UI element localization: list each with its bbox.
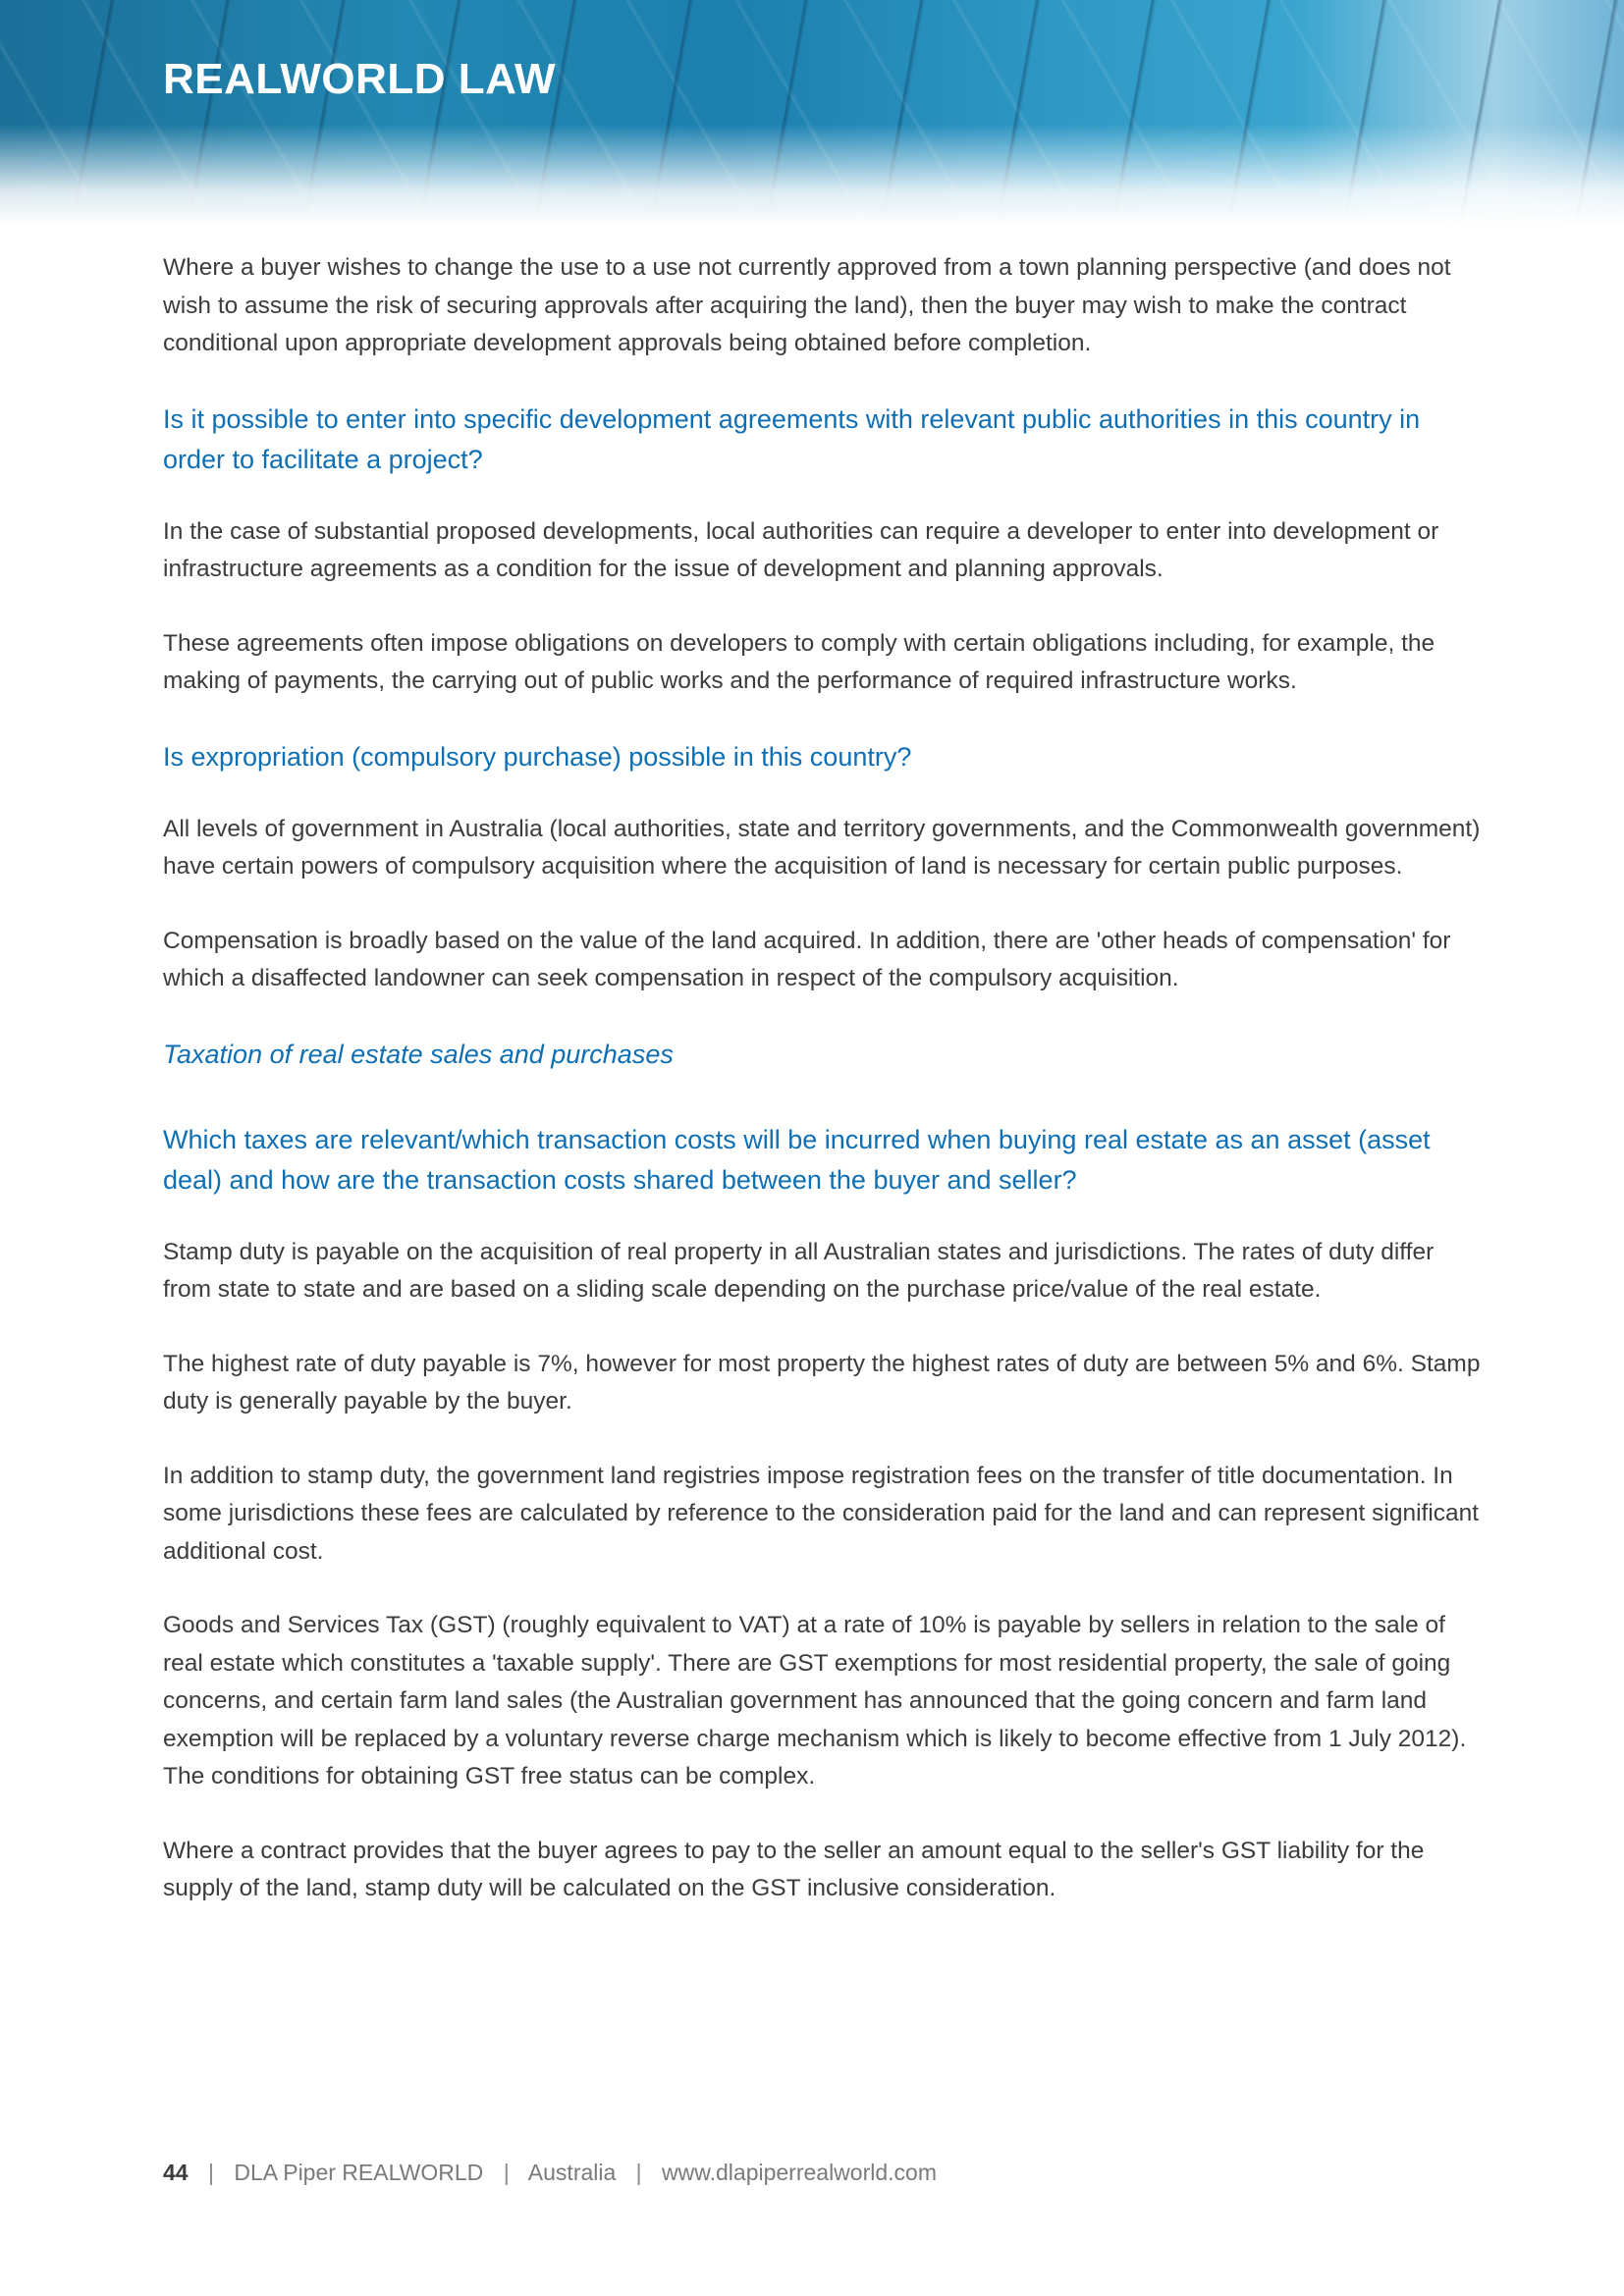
paragraph: The highest rate of duty payable is 7%, however for most property the highest rates of duty are between 5% and 6%. Stamp duty is generally payable by the buyer. (163, 1350, 1481, 1415)
paragraph: Compensation is broadly based on the value of the land acquired. In addition, there are 'other heads of compensation' for which a disaffected landowner can seek compensation in respect of the compulsory acquisition. (163, 927, 1451, 991)
paragraph: In the case of substantial proposed developments, local authorities can require a developer to enter into development or infrastructure agreements as a condition for the issue of development and planning approvals. (163, 517, 1439, 582)
page-content (163, 249, 1484, 1945)
footer-website-link[interactable]: www.dlapiperrealworld.com (662, 2160, 937, 2185)
question-heading: Is it possible to enter into specific development agreements with relevant public authorities in this country in order to facilitate a project? (163, 403, 1421, 474)
footer-country: Australia (527, 2160, 617, 2185)
header-banner (0, 0, 1624, 226)
page-number: 44 (163, 2160, 189, 2185)
footer-separator: | (503, 2160, 510, 2185)
footer-publication: DLA Piper REALWORLD (234, 2160, 484, 2185)
banner-title: REALWORLD LAW (163, 55, 557, 103)
paragraph: Where a contract provides that the buyer agrees to pay to the seller an amount equal to the seller's GST liability for the supply of the land, stamp duty will be calculated on the GST inclusive consideration. (163, 1837, 1425, 1901)
paragraph: Where a buyer wishes to change the use to a use not currently approved from a town planning perspective (and does not wish to assume the risk of securing approvals after acquiring the land), then the buyer may wish to make the contract conditional upon appropriate development approvals being obtained before completion. (163, 254, 1451, 356)
footer-separator: | (635, 2160, 642, 2185)
paragraph: All levels of government in Australia (local authorities, state and territory governments, and the Commonwealth government) have certain powers of compulsory acquisition where the acquisition of land is necessary for certain public purposes. (163, 815, 1481, 880)
page-footer (163, 2160, 937, 2186)
paragraph: In addition to stamp duty, the government land registries impose registration fees on the transfer of title documentation. In some jurisdictions these fees are calculated by reference to the consideration paid for the land and can represent significant additional cost. (163, 1462, 1480, 1565)
question-heading: Is expropriation (compulsory purchase) possible in this country? (163, 741, 912, 772)
paragraph: These agreements often impose obligations on developers to comply with certain obligations including, for example, the making of payments, the carrying out of public works and the performance of required infrastructure works. (163, 629, 1435, 694)
section-heading: Taxation of real estate sales and purchases (163, 1039, 674, 1069)
paragraph: Stamp duty is payable on the acquisition of real property in all Australian states and jurisdictions. The rates of duty differ from state to state and are based on a sliding scale depending on the purchase price/value of the real estate. (163, 1238, 1435, 1303)
paragraph: Goods and Services Tax (GST) (roughly equivalent to VAT) at a rate of 10% is payable by sellers in relation to the sale of real estate which constitutes a 'taxable supply'. There are GST exemptions for most residential property, the sale of going concerns, and certain farm land sales (the Australian government has announced that the going concern and farm land exemption will be replaced by a voluntary reverse charge mechanism which is likely to become effective from 1 July 2012). The conditions for obtaining GST free status can be complex. (163, 1612, 1467, 1789)
question-heading: Which taxes are relevant/which transaction costs will be incurred when buying real estate as an asset (asset deal) and how are the transaction costs shared between the buyer and seller? (163, 1124, 1431, 1195)
footer-separator: | (207, 2160, 214, 2185)
